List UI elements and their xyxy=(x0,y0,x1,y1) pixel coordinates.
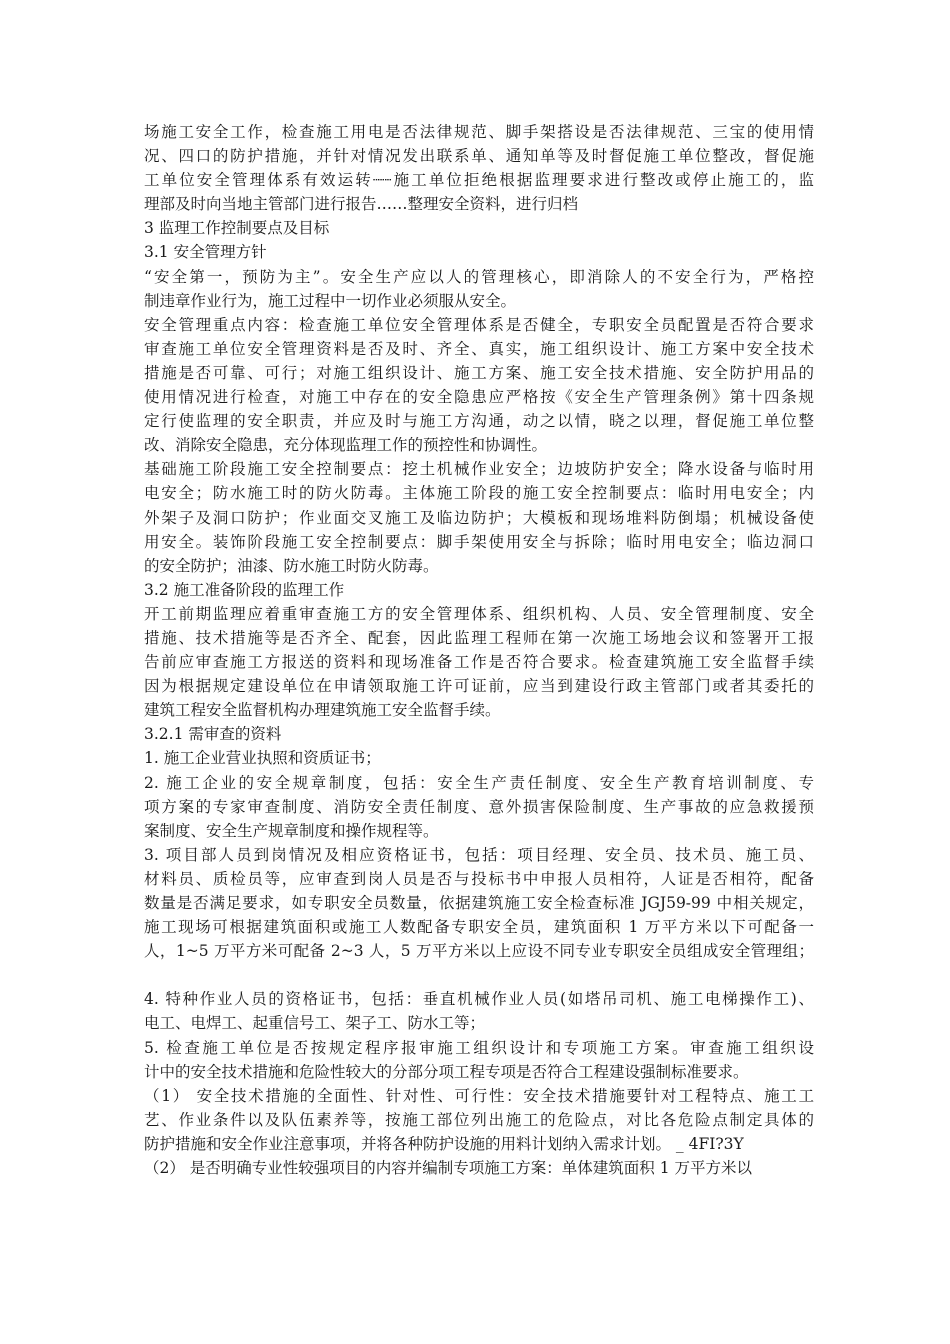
text-line: 案制度、安全生产规章制度和操作规程等。 xyxy=(144,821,439,840)
text-line: 5. 检查施工单位是否按规定程序报审施工组织设计和专项施工方案。审查施工组织设 xyxy=(144,1038,814,1057)
text-line: 用安全。装饰阶段施工安全控制要点：脚手架使用安全与拆除；临时用电安全；临边洞口 xyxy=(144,532,814,551)
text-line: 制违章作业行为，施工过程中一切作业必须服从安全。 xyxy=(144,291,517,310)
text-line: 电工、电焊工、起重信号工、架子工、防水工等； xyxy=(144,1014,486,1033)
text-line: 告前应审查施工方报送的资料和现场准备工作是否符合要求。检查建筑施工安全监督手续 xyxy=(144,653,814,672)
text-line: 艺、作业条件以及队伍素养等，按施工部位列出施工的危险点，对比各危险点制定具体的 xyxy=(144,1110,814,1129)
text-line: “安全第一，预防为主”。安全生产应以人的管理核心，即消除人的不安全行为，严格控 xyxy=(144,267,814,286)
text-line: 施工现场可根据建筑面积或施工人数配备专职安全员，建筑面积 1 万平方米以下可配备一 xyxy=(144,918,814,937)
text-line: 4. 特种作业人员的资格证书，包括：垂直机械作业人员(如塔吊司机、施工电梯操作工)、 xyxy=(144,990,814,1009)
text-line: 3.1 安全管理方针 xyxy=(144,243,267,262)
text-line xyxy=(144,963,814,987)
text-line: 况、四口的防护措施，并针对情况发出联系单、通知单等及时督促施工单位整改，督促施 xyxy=(144,147,814,166)
text-line: 2. 施工企业的安全规章制度，包括：安全生产责任制度、安全生产教育培训制度、专 xyxy=(144,773,814,792)
text-line: 工单位安全管理体系有效运转┈┈施工单位拒绝根据监理要求进行整改或停止施工的，监 xyxy=(144,171,814,190)
text-line: 基础施工阶段施工安全控制要点：挖土机械作业安全；边坡防护安全；降水设备与临时用 xyxy=(144,460,814,479)
text-line: 3 监理工作控制要点及目标 xyxy=(144,219,330,238)
document-body xyxy=(144,120,814,1180)
text-line: 理部及时向当地主管部门进行报告……整理安全资料，进行归档 xyxy=(144,195,579,214)
text-line: （2） 是否明确专业性较强项目的内容并编制专项施工方案：单体建筑面积 1 万平方米以 xyxy=(144,1159,753,1178)
text-line: 的安全防护；油漆、防水施工时防火防毒。 xyxy=(144,556,439,575)
text-line: 3. 项目部人员到岗情况及相应资格证书，包括：项目经理、安全员、技术员、施工员、 xyxy=(144,845,814,864)
text-line: （1） 安全技术措施的全面性、针对性、可行性：安全技术措施要针对工程特点、施工工 xyxy=(144,1086,814,1105)
text-line: 措施是否可靠、可行；对施工组织设计、施工方案、施工安全技术措施、安全防护用品的 xyxy=(144,363,814,382)
text-line: 安全管理重点内容：检查施工单位安全管理体系是否健全，专职安全员配置是否符合要求 xyxy=(144,315,814,334)
text-line: 1. 施工企业营业执照和资质证书； xyxy=(144,749,381,768)
text-line: 因为根据规定建设单位在申请领取施工许可证前，应当到建设行政主管部门或者其委托的 xyxy=(144,677,814,696)
text-line: 计中的安全技术措施和危险性较大的分部分项工程专项是否符合工程建设强制标准要求。 xyxy=(144,1062,749,1081)
text-line: 外架子及洞口防护；作业面交叉施工及临边防护；大模板和现场堆料防倒塌；机械设备使 xyxy=(144,508,814,527)
text-line: 3.2.1 需审查的资料 xyxy=(144,725,282,744)
text-line: 使用情况进行检查，对施工中存在的安全隐患应严格按《安全生产管理条例》第十四条规 xyxy=(144,388,814,407)
text-line: 数量是否满足要求，如专职安全员数量，依据建筑施工安全检查标准 JGJ59-99 中相关规定， xyxy=(144,894,814,912)
text-line: 项方案的专家审查制度、消防安全责任制度、意外损害保险制度、生产事故的应急救援预 xyxy=(144,797,814,816)
text-line: 建筑工程安全监督机构办理建筑施工安全监督手续。 xyxy=(144,701,501,720)
text-line: 审查施工单位安全管理资料是否及时、齐全、真实，施工组织设计、施工方案中安全技术 xyxy=(144,339,814,358)
text-line: 防护措施和安全作业注意事项，并将各种防护设施的用料计划纳入需求计划。 _ 4FI?3Y xyxy=(144,1134,744,1153)
text-line: 场施工安全工作，检查施工用电是否法律规范、脚手架搭设是否法律规范、三宝的使用情 xyxy=(144,123,814,141)
text-line: 定行使监理的安全职责，并应及时与施工方沟通，动之以情，晓之以理，督促施工单位整 xyxy=(144,412,814,431)
text-line: 措施、技术措施等是否齐全、配套，因此监理工程师在第一次施工场地会议和签署开工报 xyxy=(144,628,814,647)
text-line: 电安全；防水施工时的防火防毒。主体施工阶段的施工安全控制要点：临时用电安全；内 xyxy=(144,484,814,503)
text-line: 开工前期监理应着重审查施工方的安全管理体系、组织机构、人员、安全管理制度、安全 xyxy=(144,604,814,623)
text-line: 人，1~5 万平方米可配备 2~3 人，5 万平方米以上应设不同专业专职安全员组成安全管理组； xyxy=(144,942,814,961)
text-line: 改、消除安全隐患，充分体现监理工作的预控性和协调性。 xyxy=(144,436,548,455)
text-line: 3.2 施工准备阶段的监理工作 xyxy=(144,580,345,599)
text-line: 材料员、质检员等，应审查到岗人员是否与投标书中申报人员相符，人证是否相符，配备 xyxy=(144,869,814,888)
